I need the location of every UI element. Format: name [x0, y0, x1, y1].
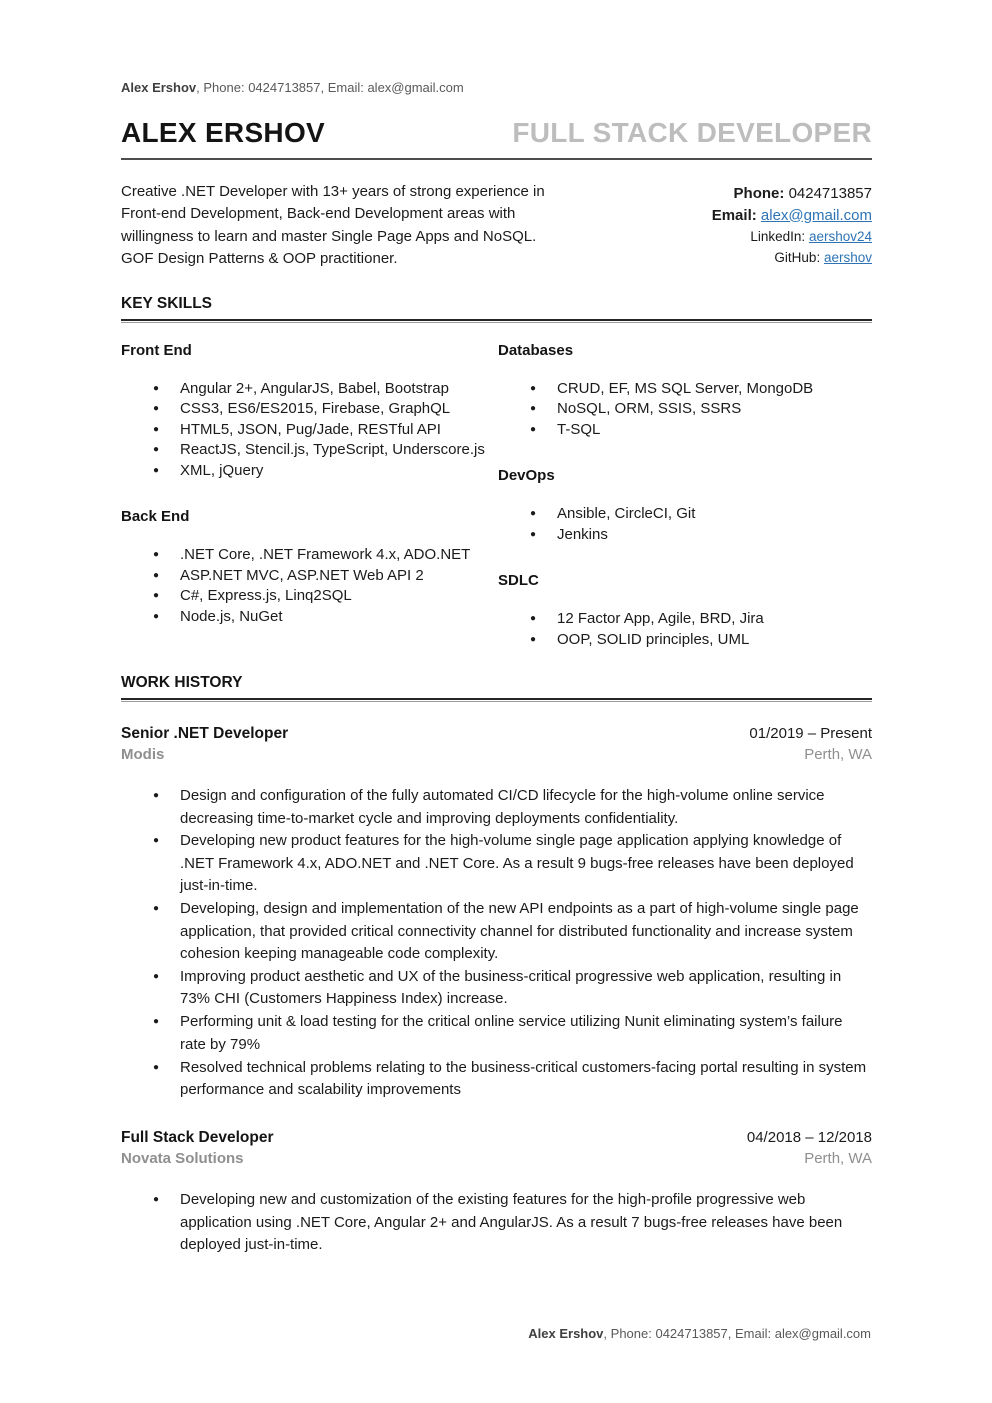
job-location: Perth, WA — [804, 1150, 872, 1168]
footer-note-rest: , Phone: 0424713857, Email: alex@gmail.com — [603, 1326, 871, 1341]
job-bullet: ● Improving product aesthetic and UX of the business-critical progressive web application, resulting in 73% CHI (Customers Happiness Index) increase. — [121, 966, 872, 1011]
job-company: Modis — [121, 746, 165, 764]
intro-row — [121, 181, 872, 271]
skill-item: ● Ansible, CircleCI, Git — [498, 504, 872, 525]
skill-item: ● ASP.NET MVC, ASP.NET Web API 2 — [121, 566, 498, 587]
job-entry — [121, 723, 872, 1101]
job-bullet: ● Design and configuration of the fully automated CI/CD lifecycle for the high-volume online service decreasing time-to-market cycle and improving deployments confidentiality. — [121, 785, 872, 830]
skills-column-right — [498, 323, 872, 651]
skill-list — [498, 504, 872, 545]
job-header-right — [749, 723, 872, 765]
skill-item: ● .NET Core, .NET Framework 4.x, ADO.NET — [121, 545, 498, 566]
phone-label: Phone: — [733, 185, 785, 202]
page-header-note — [121, 80, 872, 96]
contact-phone-line — [712, 183, 872, 205]
job-header-left — [121, 1127, 273, 1169]
job-entry — [121, 1127, 872, 1256]
job-bullet: ● Developing, design and implementation of the new API endpoints as a part of high-volume single page application, that provided critical connectivity channel for distributed functionality and increase system cohesion keeping manageable code complexity. — [121, 898, 872, 965]
skill-item: ● CRUD, EF, MS SQL Server, MongoDB — [498, 379, 872, 400]
skill-list — [498, 379, 872, 441]
job-bullet: ● Developing new and customization of the existing features for the high-profile progressive web application using .NET Core, Angular 2+ and AngularJS. As a result 7 bugs-free releases have been deployed just-in-time. — [121, 1189, 872, 1256]
skill-item: ● OOP, SOLID principles, UML — [498, 630, 872, 651]
skill-item: ● NoSQL, ORM, SSIS, SSRS — [498, 399, 872, 420]
skill-item: ● C#, Express.js, Linq2SQL — [121, 586, 498, 607]
header-note-rest: , Phone: 0424713857, Email: alex@gmail.com — [196, 80, 464, 95]
job-bullet: ● Performing unit & load testing for the critical online service utilizing Nunit eliminating system’s failure rate by 79% — [121, 1011, 872, 1056]
github-label: GitHub: — [774, 250, 821, 265]
job-bullet: ● Resolved technical problems relating to the business-critical customers-facing portal resulting in system performance and scalability improvements — [121, 1057, 872, 1102]
job-dates: 01/2019 – Present — [749, 725, 872, 743]
contact-linkedin-line — [712, 226, 872, 247]
job-bullet-list — [121, 1189, 872, 1256]
rule-thick — [121, 319, 872, 321]
skill-item: ● CSS3, ES6/ES2015, Firebase, GraphQL — [121, 399, 498, 420]
skill-item: ● Angular 2+, AngularJS, Babel, Bootstrap — [121, 379, 498, 400]
skill-list — [121, 545, 498, 627]
skill-list — [498, 609, 872, 650]
jobs-list — [121, 723, 872, 1256]
skill-item: ● Jenkins — [498, 525, 872, 546]
email-link[interactable]: alex@gmail.com — [760, 206, 872, 224]
rule-thick — [121, 698, 872, 700]
footer-note-name: Alex Ershov — [528, 1326, 604, 1341]
linkedin-label: LinkedIn: — [750, 229, 806, 244]
job-bullet: ● Developing new product features for the high-volume single page application applying knowledge of .NET Framework 4.x, ADO.NET and .NET Core. As a result 9 bugs-free releases have been deployed just-in-time. — [121, 830, 872, 897]
job-header — [121, 1127, 872, 1169]
job-header-right — [747, 1127, 872, 1169]
job-location: Perth, WA — [804, 746, 872, 764]
skill-item: ● XML, jQuery — [121, 461, 498, 482]
skill-item: ● T-SQL — [498, 420, 872, 441]
job-header — [121, 723, 872, 765]
header-note-name: Alex Ershov — [121, 80, 197, 95]
job-title: Senior .NET Developer — [121, 725, 289, 743]
section-rule — [121, 698, 872, 702]
skill-item: ● Node.js, NuGet — [121, 607, 498, 628]
github-link[interactable]: aershov — [823, 250, 872, 265]
skill-group-heading: DevOps — [498, 467, 555, 485]
resume-content — [121, 0, 872, 1257]
phone-value: 0424713857 — [788, 185, 872, 202]
skill-group — [121, 508, 498, 627]
skill-group-heading: Back End — [121, 508, 190, 526]
job-company: Novata Solutions — [121, 1150, 244, 1168]
skills-column-left — [121, 323, 498, 651]
skills-columns — [121, 323, 872, 651]
job-title: Full Stack Developer — [121, 1129, 274, 1147]
contact-block — [712, 181, 872, 271]
contact-email-line — [712, 205, 872, 227]
work-history-section — [121, 674, 872, 1256]
skill-item: ● 12 Factor App, Agile, BRD, Jira — [498, 609, 872, 630]
summary-paragraph: Creative .NET Developer with 13+ years of strong experience in Front-end Development, Back-end Development areas with willingness to learn and master Single Page Apps and NoSQL. GOF Design Patterns & OOP practitioner. — [121, 183, 545, 268]
key-skills-section — [121, 295, 872, 651]
skill-group-heading: SDLC — [498, 572, 539, 590]
skill-group-heading: Front End — [121, 341, 192, 359]
linkedin-link[interactable]: aershov24 — [808, 229, 872, 244]
person-role: FULL STACK DEVELOPER — [512, 117, 872, 148]
skill-item: ● ReactJS, Stencil.js, TypeScript, Underscore.js — [121, 440, 498, 461]
skill-group — [498, 342, 872, 441]
work-history-title: WORK HISTORY — [121, 674, 243, 692]
skill-list — [121, 379, 498, 482]
page-footer-note — [528, 1326, 871, 1341]
skill-group-heading: Databases — [498, 341, 574, 359]
title-row — [121, 117, 872, 160]
rule-thin — [121, 701, 872, 702]
skill-group — [498, 467, 872, 545]
job-header-left — [121, 723, 288, 765]
job-bullet-list — [121, 785, 872, 1101]
person-name: ALEX ERSHOV — [121, 117, 326, 148]
email-label: Email: — [711, 206, 757, 224]
job-dates: 04/2018 – 12/2018 — [746, 1129, 872, 1147]
skill-group — [498, 572, 872, 650]
skill-item: ● HTML5, JSON, Pug/Jade, RESTful API — [121, 420, 498, 441]
contact-github-line — [712, 247, 872, 268]
skill-group — [121, 342, 498, 482]
key-skills-title: KEY SKILLS — [121, 294, 213, 312]
